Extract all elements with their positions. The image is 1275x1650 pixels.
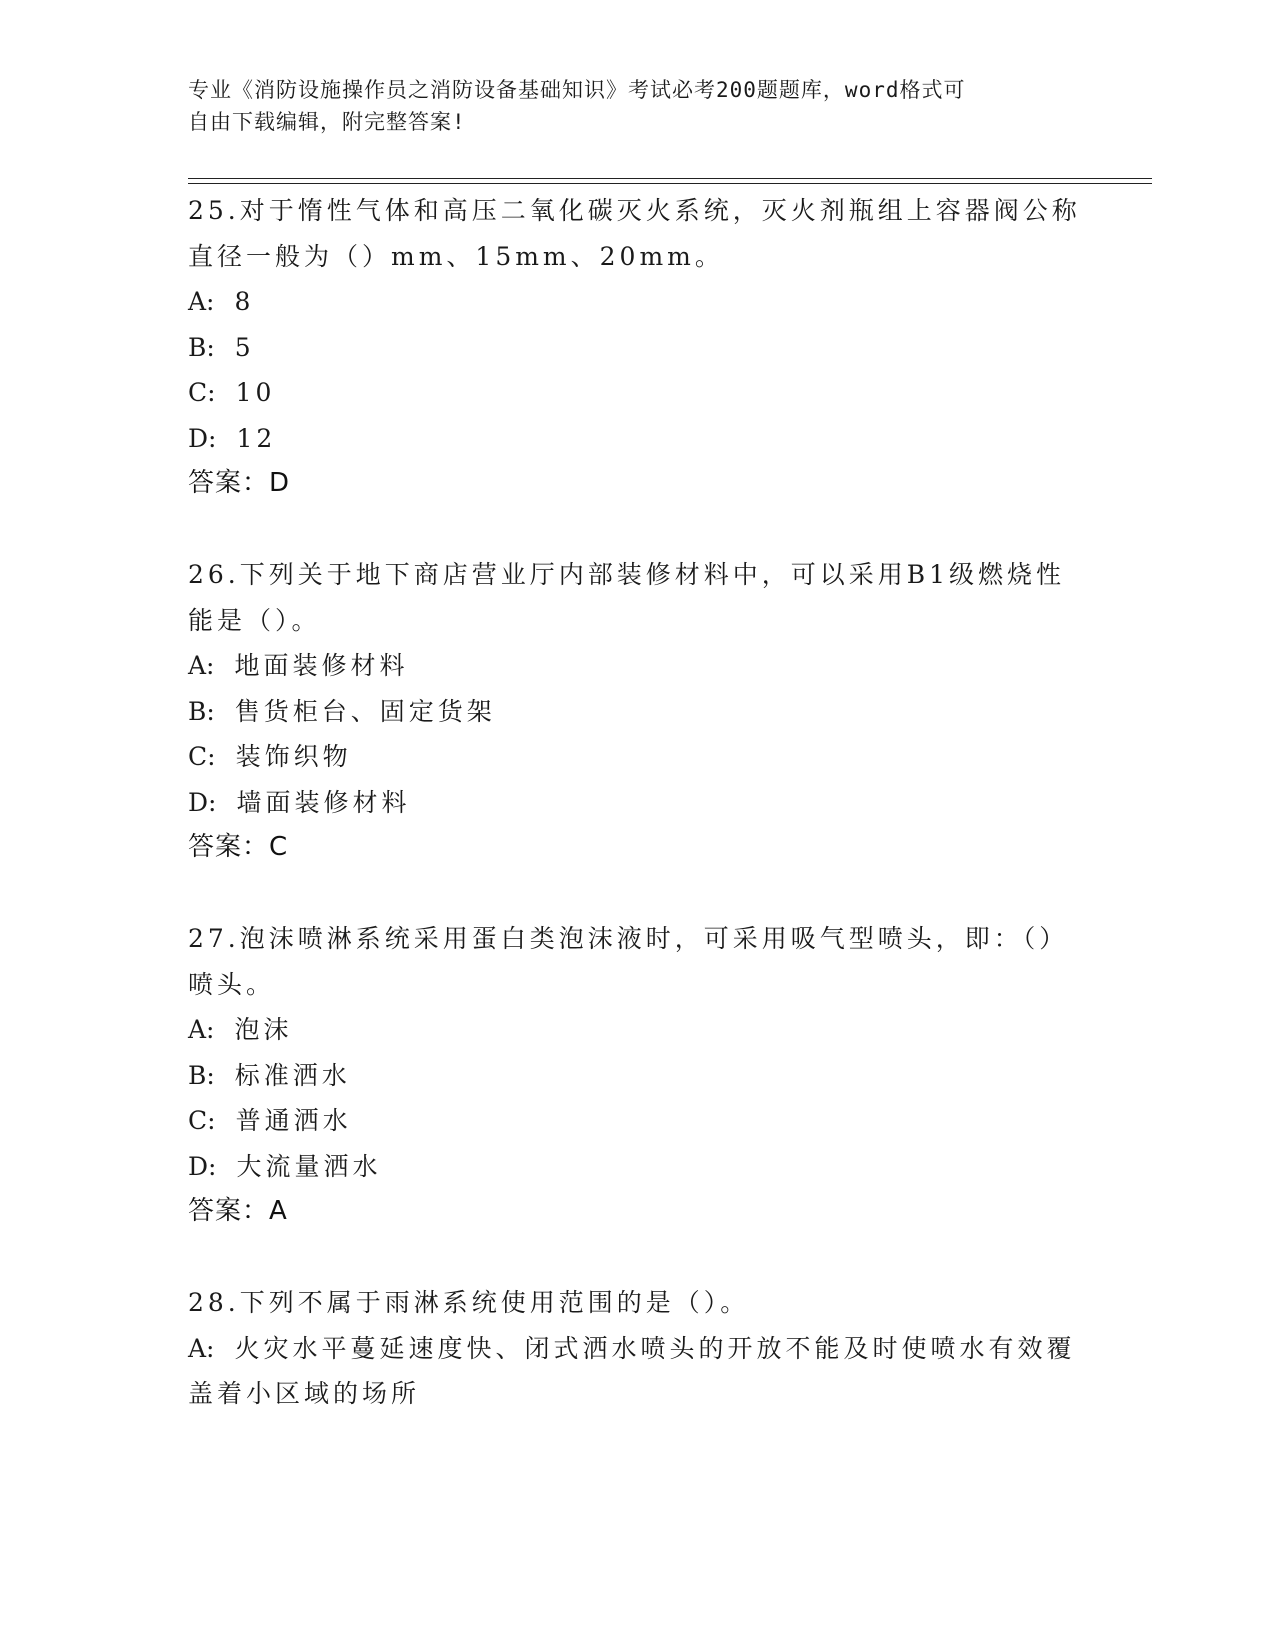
answer: 答案：A bbox=[188, 1196, 288, 1226]
option-d: D: 大流量洒水 bbox=[188, 1151, 382, 1181]
header-line-2: 自由下载编辑，附完整答案! bbox=[188, 110, 466, 134]
answer: 答案：C bbox=[188, 832, 289, 862]
question-stem-continued: 能是（）。 bbox=[188, 605, 321, 635]
option-a: A: 8 bbox=[188, 287, 255, 316]
option-a-continued: 盖着小区域的场所 bbox=[188, 1379, 421, 1408]
question-stem: 27.泡沫喷淋系统采用蛋白类泡沫液时，可采用吸气型喷头，即：（） bbox=[188, 924, 1069, 953]
question-28 bbox=[188, 1280, 1088, 1417]
option-c: C: 装饰织物 bbox=[188, 742, 352, 771]
option-c: C: 10 bbox=[188, 378, 276, 407]
question-stem-continued: 喷头。 bbox=[188, 969, 276, 999]
question-stem: 28.下列不属于雨淋系统使用范围的是（）。 bbox=[188, 1288, 750, 1317]
option-d: D: 墙面装修材料 bbox=[188, 787, 411, 817]
question-stem-continued: 直径一般为（）mm、15mm、20mm。 bbox=[188, 241, 724, 271]
question-27 bbox=[188, 916, 1088, 1235]
question-stem: 26.下列关于地下商店营业厅内部装修材料中，可以采用B1级燃烧性 bbox=[188, 560, 1066, 589]
option-a: A: 地面装修材料 bbox=[188, 651, 409, 680]
option-a: A: 泡沫 bbox=[188, 1015, 293, 1044]
question-26 bbox=[188, 552, 1088, 871]
option-a: A: 火灾水平蔓延速度快、闭式洒水喷头的开放不能及时使喷水有效覆 bbox=[188, 1333, 1076, 1363]
header-line-1: 专业《消防设施操作员之消防设备基础知识》考试必考200题题库，word格式可 bbox=[188, 78, 966, 102]
option-c: C: 普通洒水 bbox=[188, 1106, 352, 1135]
header-divider-bottom bbox=[188, 183, 1152, 184]
option-b: B: 5 bbox=[188, 332, 255, 362]
question-25 bbox=[188, 188, 1088, 507]
option-b: B: 标准洒水 bbox=[188, 1060, 351, 1090]
option-b: B: 售货柜台、固定货架 bbox=[188, 696, 496, 726]
header-divider-top bbox=[188, 178, 1152, 179]
answer: 答案：D bbox=[188, 468, 291, 498]
question-stem: 25.对于惰性气体和高压二氧化碳灭火系统，灭火剂瓶组上容器阀公称 bbox=[188, 196, 1081, 225]
document-header bbox=[188, 74, 1068, 138]
option-d: D: 12 bbox=[188, 423, 277, 453]
